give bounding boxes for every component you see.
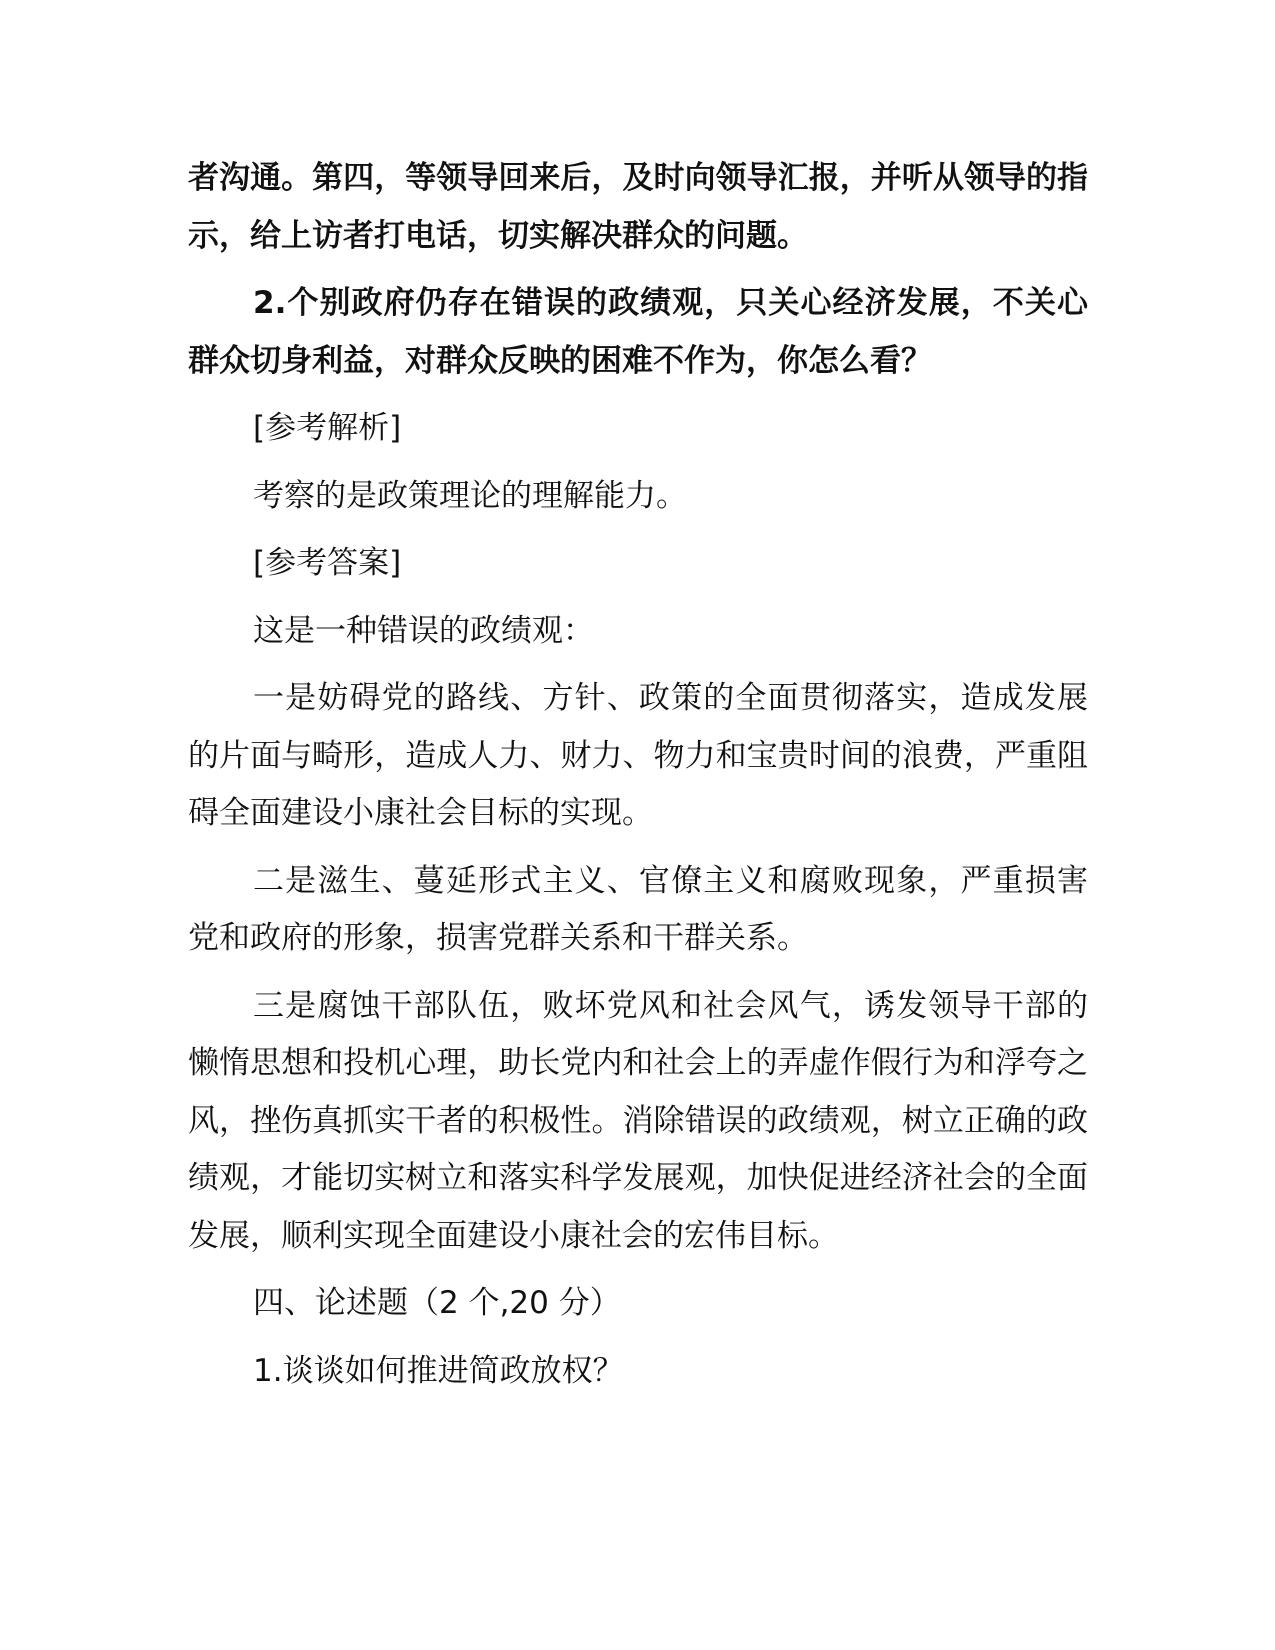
text-line: 三是腐蚀干部队伍，败坏党风和社会风气，诱发领导干部 (253, 987, 1057, 1024)
text-line: 的懒惰思想和投机心理，助长党内和社会上的弄虚作假行为和 (188, 987, 1088, 1081)
text-line: 害党和政府的形象，损害党群关系和干群关系。 (188, 862, 1088, 956)
document-body (188, 150, 1088, 1410)
text-line: [参考答案] (253, 545, 402, 581)
text-line: 考察的是政策理论的理解能力。 (253, 477, 687, 514)
paragraph-p9 (188, 978, 1088, 1266)
text-line: 一是妨碍党的路线、方针、政策的全面贯彻落实，造成发 (253, 680, 1057, 716)
text-line: 标。 (777, 1217, 839, 1254)
text-line: 立正确的政绩观，才能切实树立和落实科学发展观，加快促进 (188, 1102, 1089, 1196)
text-line: 二是滋生、蔓延形式主义、官僚主义和腐败现象，严重损 (253, 862, 1057, 899)
paragraph-p11 (188, 1343, 1088, 1401)
paragraph-p5 (188, 535, 1088, 593)
text-line: 经济社会的全面发展，顺利实现全面建设小康社会的宏伟目 (188, 1160, 1089, 1254)
text-line: 心群众切身利益，对群众反映的困难不作为，你怎么看？ (188, 285, 1088, 379)
text-line: 严重阻碍全面建设小康社会目标的实现。 (188, 737, 1089, 831)
text-line: 这是一种错误的政绩观： (253, 612, 594, 649)
paragraph-p3 (188, 400, 1088, 458)
text-line: 者沟通。第四，等领导回来后，及时向领导汇报，并听从领导 (188, 160, 1026, 196)
text-line: 四、论述题（2 个,20 分） (253, 1285, 621, 1321)
paragraph-p4 (188, 468, 1088, 526)
paragraph-p1 (188, 150, 1088, 265)
text-line: 的指示，给上访者打电话，切实解决群众的问题。 (188, 160, 1089, 254)
paragraph-p2 (188, 275, 1088, 390)
paragraph-p6 (188, 603, 1088, 661)
paragraph-p10 (188, 1275, 1088, 1333)
text-line: [参考解析] (253, 410, 402, 446)
text-line: 2.个别政府仍存在错误的政绩观，只关心经济发展，不关 (253, 285, 1057, 321)
text-line: 浮夸之风，挫伤真抓实干者的积极性。消除错误的政绩观，树 (188, 1045, 1089, 1139)
paragraph-p8 (188, 853, 1088, 968)
text-line: 1.谈谈如何推进简政放权？ (253, 1352, 624, 1389)
text-line: 展的片面与畸形，造成人力、财力、物力和宝贵时间的浪费， (188, 680, 1088, 774)
paragraph-p7 (188, 670, 1088, 843)
